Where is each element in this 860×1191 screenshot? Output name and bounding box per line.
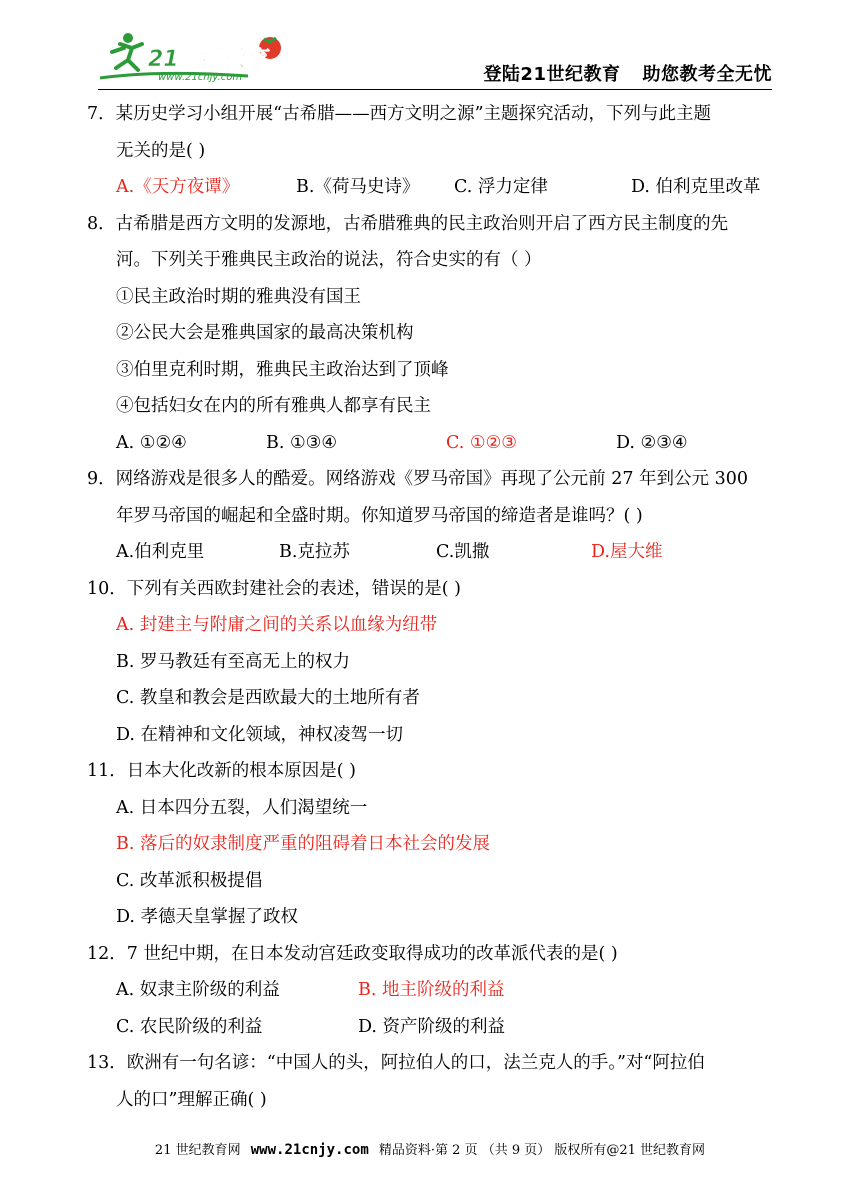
option-d[interactable]: D. 资产阶级的利益 — [358, 1016, 506, 1037]
option-d[interactable]: D. 在精神和文化领域，神权凌驾一切 — [116, 724, 404, 745]
question-stem-continued: 无关的是( ) — [116, 140, 206, 161]
question-stem: 9．网络游戏是很多人的酷爱。网络游戏《罗马帝国》再现了公元前 27 年到公元 300 — [87, 469, 748, 489]
logo-text: 21世纪教育 — [148, 47, 267, 72]
options-row — [116, 972, 776, 1009]
statement-item: ③伯里克利时期，雅典民主政治达到了顶峰 — [116, 359, 449, 380]
options-row — [116, 425, 776, 462]
option-a[interactable]: A. 日本四分五裂，人们渴望统一 — [116, 797, 368, 818]
option-a[interactable]: A.伯利克里 — [116, 542, 205, 562]
site-logo — [98, 30, 298, 85]
question-list — [87, 96, 776, 1118]
header-divider — [98, 89, 772, 90]
option-c[interactable]: C. 农民阶级的利益 — [116, 1016, 263, 1037]
footer-url: www.21cnjy.com — [250, 1142, 369, 1158]
statement-item: ④包括妇女在内的所有雅典人都享有民主 — [116, 396, 431, 416]
option-a[interactable]: A. ①②④ — [116, 432, 187, 453]
option-a[interactable]: A. 封建主与附庸之间的关系以血缘为纽带 — [116, 615, 438, 635]
option-d[interactable]: D. ②③④ — [616, 432, 688, 453]
option-c[interactable]: C. 教皇和教会是西欧最大的土地所有者 — [116, 688, 420, 708]
logo-url: www.21cnjy.com — [158, 72, 243, 83]
option-d[interactable]: D. 伯利克里改革 — [631, 177, 761, 197]
option-c[interactable]: C. 改革派积极提倡 — [116, 870, 263, 891]
question-block — [87, 571, 776, 754]
question-stem: 10．下列有关西欧封建社会的表述，错误的是( ) — [87, 578, 461, 599]
question-stem: 11．日本大化改新的根本原因是( ) — [87, 761, 356, 781]
option-c[interactable]: C. ①②③ — [446, 432, 517, 453]
option-b[interactable]: B. 地主阶级的利益 — [358, 980, 505, 1000]
option-d[interactable]: D.屋大维 — [591, 542, 663, 562]
question-block — [87, 753, 776, 936]
option-c[interactable]: C. 浮力定律 — [454, 177, 548, 197]
question-stem: 13．欧洲有一句名谚：“中国人的头，阿拉伯人的口，法兰克人的手。”对“阿拉伯 — [87, 1053, 705, 1073]
option-b[interactable]: B. ①③④ — [266, 432, 338, 453]
header-slogan — [483, 60, 772, 86]
option-b[interactable]: B. 落后的奴隶制度严重的阻碍着日本社会的发展 — [116, 834, 490, 854]
question-block — [87, 96, 776, 206]
statement-item: ①民主政治时期的雅典没有国王 — [116, 286, 361, 307]
question-block — [87, 936, 776, 1046]
option-b[interactable]: B. 罗马教廷有至高无上的权力 — [116, 651, 350, 672]
question-stem: 7．某历史学习小组开展“古希腊——西方文明之源”主题探究活动，下列与此主题 — [87, 104, 712, 124]
statement-item: ②公民大会是雅典国家的最高决策机构 — [116, 323, 414, 343]
footer-copyright: 精品资料·第 2 页 （共 9 页） 版权所有@21 世纪教育网 — [378, 1143, 706, 1158]
question-stem-continued: 年罗马帝国的崛起和全盛时期。你知道罗马帝国的缔造者是谁吗？( ) — [116, 505, 643, 526]
option-c[interactable]: C.凯撒 — [436, 542, 490, 562]
question-stem-continued: 河。下列关于雅典民主政治的说法，符合史实的有（ ） — [116, 250, 542, 270]
question-stem: 12．7 世纪中期，在日本发动宫廷政变取得成功的改革派代表的是( ) — [87, 943, 618, 964]
options-row — [116, 1009, 776, 1046]
options-row — [116, 534, 776, 571]
options-row — [116, 169, 776, 206]
page-footer — [60, 1139, 800, 1158]
question-stem: 8．古希腊是西方文明的发源地，古希腊雅典的民主政治则开启了西方民主制度的先 — [87, 213, 729, 234]
option-b[interactable]: B.《荷马史诗》 — [296, 177, 420, 197]
option-d[interactable]: D. 孝德天皇掌握了政权 — [116, 907, 299, 927]
question-block — [87, 461, 776, 571]
option-a[interactable]: A. 奴隶主阶级的利益 — [116, 980, 280, 1000]
question-stem-continued: 人的口”理解正确( ) — [116, 1089, 267, 1110]
question-block — [87, 1045, 776, 1118]
option-b[interactable]: B.克拉苏 — [279, 542, 350, 562]
slogan-left: 登陆21世纪教育 — [483, 64, 621, 85]
question-block — [87, 206, 776, 462]
option-a[interactable]: A.《天方夜谭》 — [116, 177, 240, 197]
footer-site: 21 世纪教育网 — [154, 1143, 241, 1158]
slogan-right: 助您教考全无忧 — [642, 64, 772, 85]
